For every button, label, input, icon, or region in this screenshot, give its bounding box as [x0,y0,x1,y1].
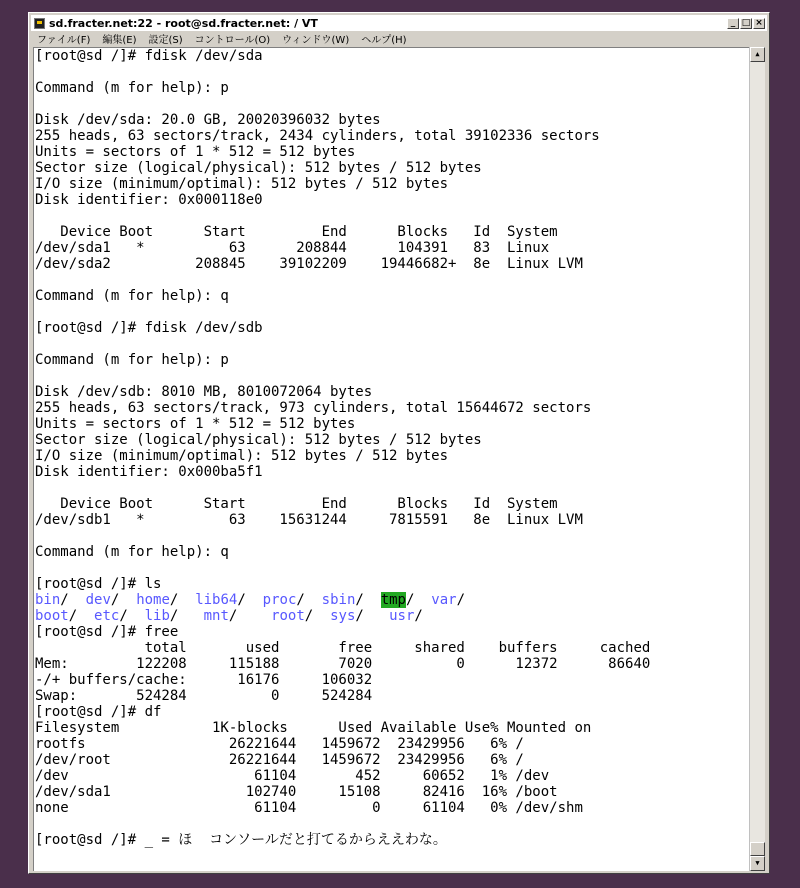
terminal-line [35,560,650,576]
directory-name: sys [330,608,356,624]
terminal-line [35,256,650,272]
terminal-text: [root@sd /]# ls [35,576,162,592]
terminal-line [35,720,650,736]
terminal-text: / [60,592,86,608]
terminal-line [35,288,650,304]
terminal-lines [35,48,650,848]
terminal-line [35,656,650,672]
terminal-text: I/O size (minimum/optimal): 512 bytes / 512 bytes [35,448,449,464]
terminal-line [35,576,650,592]
terminal-text: Mem: 122208 115188 7020 0 12372 86640 [35,656,651,672]
terminal-line [35,128,650,144]
terminal-line [35,544,650,560]
terminal-line [35,704,650,720]
terminal-text: /dev/root 26221644 1459672 23429956 6% / [35,752,524,768]
terminal-line [35,384,650,400]
terminal-line [35,480,650,496]
terminal-text: /dev 61104 452 60652 1% /dev [35,768,550,784]
terminal-text: / [355,608,390,624]
terminal-line [35,464,650,480]
terminal-text: none 61104 0 61104 0% /dev/shm [35,800,583,816]
menu-control[interactable]: コントロール(O) [194,35,271,46]
terminal-text: Device Boot Start End Blocks Id System [35,496,558,512]
terminal-line [35,160,650,176]
close-button[interactable]: × [753,18,765,29]
menu-settings[interactable]: 設定(S) [148,35,183,46]
vertical-scrollbar[interactable] [749,47,765,871]
terminal-line [35,432,650,448]
terminal-text: [root@sd /]# df [35,704,162,720]
terminal-text: Sector size (logical/physical): 512 bytes / 512 bytes [35,160,482,176]
terminal-text: Command (m for help): p [35,80,229,96]
terminal-line [35,416,650,432]
terminal-line [35,320,650,336]
menu-help[interactable]: ヘルプ(H) [361,35,407,46]
terminal-text: /dev/sda1 102740 15108 82416 16% /boot [35,784,558,800]
directory-name: etc [94,608,120,624]
terminal-line [35,64,650,80]
terminal-line [35,448,650,464]
title-bar[interactable] [31,15,767,31]
terminal-line [35,192,650,208]
terminal-line [35,608,650,624]
terminal-text: Filesystem 1K-blocks Used Available Use% Mounted on [35,720,592,736]
terminal-text: 255 heads, 63 sectors/track, 2434 cylinders, total 39102336 sectors [35,128,600,144]
terminal-line [35,240,650,256]
terminal-line [35,112,650,128]
terminal-output[interactable] [33,47,751,871]
terminal-line [35,800,650,816]
directory-name: mnt [203,608,229,624]
terminal-text: / [169,592,196,608]
directory-name: lib64 [195,592,238,608]
terminal-line [35,592,650,608]
terminal-line [35,176,650,192]
terminal-text: Sector size (logical/physical): 512 bytes / 512 bytes [35,432,482,448]
terminal-line [35,624,650,640]
scroll-down-arrow-icon[interactable]: ▼ [750,856,765,871]
terminal-text: / [456,592,466,608]
terminal-text: Units = sectors of 1 * 512 = 512 bytes [35,144,356,160]
minimize-button[interactable]: _ [727,18,739,29]
terminal-text: / [237,592,263,608]
menu-edit[interactable]: 編集(E) [102,35,137,46]
terminal-text: / [405,592,432,608]
menu-file[interactable]: ファイル(F) [37,35,91,46]
terminal-text: / [68,608,95,624]
terminal-line [35,96,650,112]
terminal-text: / [169,608,204,624]
terminal-line [35,304,650,320]
scrollbar-thumb[interactable] [750,842,765,856]
terminal-line [35,400,650,416]
terminal-app-icon[interactable] [34,18,45,29]
terminal-text: -/+ buffers/cache: 16176 106032 [35,672,373,688]
terminal-text: [root@sd /]# fdisk /dev/sdb [35,320,263,336]
directory-name: usr [389,608,415,624]
directory-name: home [136,592,170,608]
terminal-line [35,784,650,800]
menu-bar [31,31,767,46]
terminal-text: Units = sectors of 1 * 512 = 512 bytes [35,416,356,432]
terminal-text: I/O size (minimum/optimal): 512 bytes / 512 bytes [35,176,449,192]
terminal-line [35,48,650,64]
terminal-text: / [228,608,272,624]
terminal-text: / [119,608,145,624]
directory-name: var [431,592,457,608]
directory-name: proc [262,592,297,608]
terminal-text: / [355,592,381,608]
terminal-text: total used free shared buffers cached [35,640,651,656]
directory-name: dev [85,592,111,608]
maximize-button[interactable]: □ [741,17,751,28]
terminal-line [35,80,650,96]
directory-name: lib [144,608,170,624]
terminal-line [35,640,650,656]
terminal-text: [root@sd /]# fdisk /dev/sda [35,48,263,64]
terminal-text: /dev/sda1 * 63 208844 104391 83 Linux [35,240,550,256]
window-title: sd.fracter.net:22 - root@sd.fracter.net: / VT [49,16,318,30]
terminal-text: /dev/sda2 208845 39102209 19446682+ 8e Linux LVM [35,256,583,272]
directory-name: bin [35,592,61,608]
terminal-line [35,352,650,368]
terminal-text: Command (m for help): q [35,288,229,304]
scroll-up-arrow-icon[interactable]: ▲ [750,47,765,62]
terminal-text: / [304,608,331,624]
terminal-text: Swap: 524284 0 524284 [35,688,373,704]
terminal-line [35,832,650,848]
terminal-line [35,672,650,688]
terminal-text: / [110,592,137,608]
terminal-line [35,208,650,224]
terminal-text: /dev/sdb1 * 63 15631244 7815591 8e Linux LVM [35,512,583,528]
terminal-line [35,336,650,352]
terminal-text: Command (m for help): q [35,544,229,560]
terminal-line [35,224,650,240]
terminal-window [28,12,770,874]
terminal-text: Command (m for help): p [35,352,229,368]
terminal-text: Disk /dev/sda: 20.0 GB, 20020396032 bytes [35,112,381,128]
directory-name: root [271,608,305,624]
terminal-text: Device Boot Start End Blocks Id System [35,224,558,240]
directory-name: sbin [321,592,356,608]
directory-name-highlighted: tmp [380,592,406,608]
terminal-line [35,144,650,160]
directory-name: boot [35,608,69,624]
terminal-line [35,816,650,832]
terminal-text: [root@sd /]# free [35,624,179,640]
terminal-text: / [414,608,423,624]
terminal-text: Disk identifier: 0x000ba5f1 [35,464,263,480]
terminal-line [35,736,650,752]
terminal-text: [root@sd /]# _ = ほ コンソールだと打てるからええわな。 [35,832,447,848]
terminal-text: Disk /dev/sdb: 8010 MB, 8010072064 bytes [35,384,373,400]
terminal-line [35,528,650,544]
terminal-text: 255 heads, 63 sectors/track, 973 cylinders, total 15644672 sectors [35,400,592,416]
terminal-line [35,752,650,768]
terminal-line [35,496,650,512]
terminal-line [35,368,650,384]
terminal-text: rootfs 26221644 1459672 23429956 6% / [35,736,524,752]
terminal-line [35,272,650,288]
terminal-line [35,512,650,528]
terminal-text: / [296,592,322,608]
terminal-text: Disk identifier: 0x000118e0 [35,192,263,208]
terminal-line [35,768,650,784]
terminal-line [35,688,650,704]
menu-window[interactable]: ウィンドウ(W) [282,35,350,46]
